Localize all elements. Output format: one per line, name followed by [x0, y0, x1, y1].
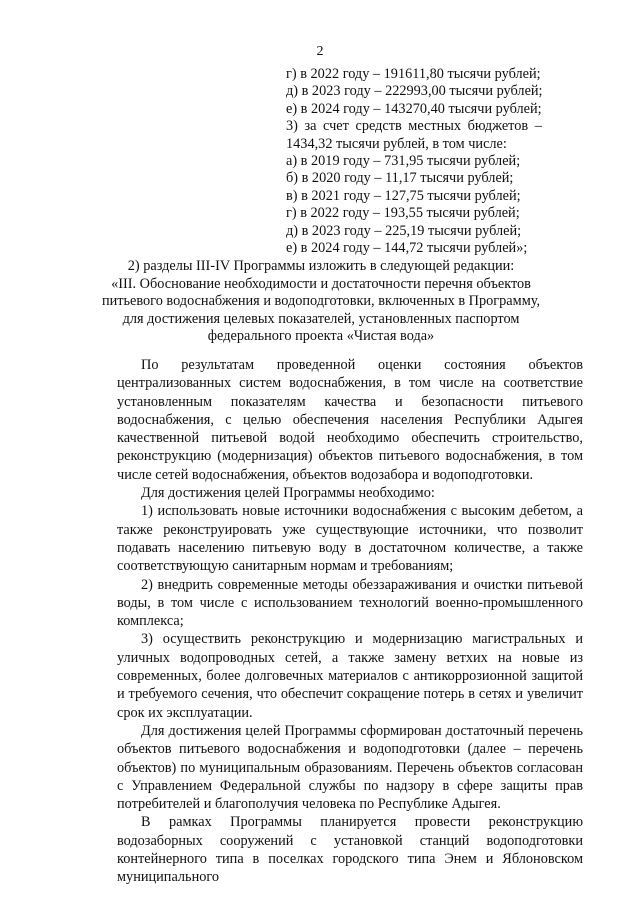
budget-line: в) в 2021 году – 127,75 тысячи рублей;: [286, 187, 521, 204]
paragraph: Для достижения целей Программы необходимо:: [141, 485, 435, 502]
paragraph: 1) использовать новые источники водоснабжения с высоким дебетом, а также реконструировать уже существующие источники, что позволит подавать населению питьевую воду в достаточном количестве, а также соответствующую санитарным нормам и требованиям;: [117, 503, 583, 575]
budget-line: г) в 2022 году – 193,55 тысячи рублей;: [286, 205, 520, 222]
paragraph: 3) осуществить реконструкцию и модернизацию магистральных и уличных водопроводных сетей, а также замену ветхих на новые из современных, более долговечных материалов с антикоррозионной защитой и требуемого сечения, что обеспечит сокращение потерь в сетях и увеличит срок их эксплуатации.: [117, 631, 583, 721]
paragraph: 2) внедрить современные методы обеззараживания и очистки питьевой воды, в том числе с использованием технологий военно-промышленного комплекса;: [117, 576, 583, 630]
budget-line: е) в 2024 году – 143270,40 тысячи рублей;: [286, 100, 542, 117]
budget-line: д) в 2023 году – 222993,00 тысячи рублей;: [286, 83, 543, 100]
paragraph: По результатам проведенной оценки состояния объектов централизованных систем водоснабжения, в том числе на соответствие установленным показателям качества и безопасности питьевого водоснабжения, с целью обеспечения населения Республики Адыгея качественной питьевой водой необходимо обеспечить строительство, реконструкцию (модернизация) объектов питьевого водоснабжения, в том числе сетей водоснабжения, объектов водозабора и водоподготовки.: [117, 357, 583, 483]
body-text: [117, 356, 583, 887]
budget-line: б) в 2020 году – 11,17 тысячи рублей;: [286, 170, 514, 187]
heading-line: питьевого водоснабжения и водоподготовки, включенных в Программу,: [101, 293, 541, 310]
budget-line: 1434,32 тысячи рублей, в том числе:: [286, 135, 507, 152]
section-heading: [62, 258, 580, 346]
paragraph: В рамках Программы планируется провести реконструкцию водозаборных сооружений с установкой станций водоподготовки контейнерного типа в поселках городского типа Энем и Яблоновском муниципального: [117, 814, 583, 886]
budget-line: д) в 2023 году – 225,19 тысячи рублей;: [286, 222, 522, 239]
heading-intro: 2) разделы III-IV Программы изложить в следующей редакции:: [127, 258, 515, 274]
budget-line: г) в 2022 году – 191611,80 тысячи рублей;: [286, 66, 541, 82]
heading-line: для достижения целевых показателей, установленных паспортом: [122, 310, 520, 327]
paragraph: Для достижения целей Программы сформирован достаточный перечень объектов питьевого водоснабжения и водоподготовки (далее – перечень объектов) по муниципальным образованиям. Перечень объектов согласован с Управлением Федеральной службы по надзору в сфере защиты прав потребителей и благополучия человека по Республике Адыгея.: [117, 722, 583, 813]
budget-line: а) в 2019 году – 731,95 тысячи рублей;: [286, 153, 521, 170]
budget-list: [286, 66, 586, 257]
heading-line: федерального проекта «Чистая вода»: [207, 328, 435, 345]
budget-line: е) в 2024 году – 144,72 тысячи рублей»;: [286, 240, 528, 257]
heading-line: «III. Обоснование необходимости и достаточности перечня объектов: [111, 275, 531, 292]
page-number: 2: [316, 44, 324, 59]
budget-line: 3) за счет средств местных бюджетов –: [286, 118, 542, 135]
